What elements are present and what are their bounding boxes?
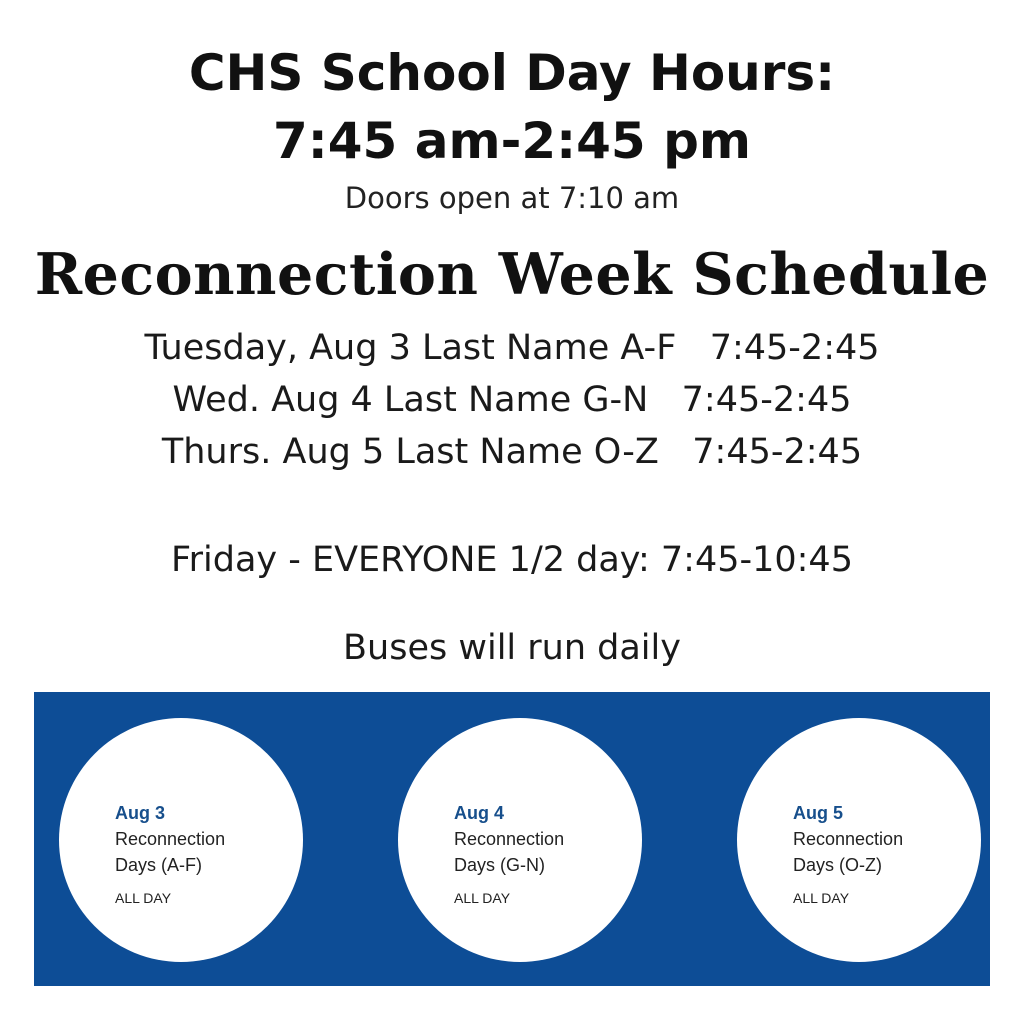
schedule-title: Reconnection Week Schedule — [34, 241, 990, 308]
schedule-row-friday: Friday - EVERYONE 1/2 day: 7:45-10:45 — [171, 540, 853, 580]
hours-title: CHS School Day Hours: — [188, 44, 836, 102]
schedule-row-tuesday: Tuesday, Aug 3 Last Name A-F 7:45-2:45 — [144, 328, 880, 368]
day-circle-content — [793, 800, 903, 908]
schedule-row-wednesday: Wed. Aug 4 Last Name G-N 7:45-2:45 — [172, 380, 852, 420]
day-description-line2: Days (A-F) — [115, 855, 202, 875]
day-date: Aug 3 — [115, 803, 166, 823]
reconnection-days-banner — [34, 692, 990, 986]
day-date: Aug 5 — [793, 803, 844, 823]
day-duration: ALL DAY — [115, 890, 172, 906]
day-duration: ALL DAY — [793, 890, 850, 906]
day-circle-content — [454, 800, 564, 908]
day-circle-aug-4 — [398, 718, 642, 962]
buses-note: Buses will run daily — [343, 628, 681, 668]
day-circle-aug-5 — [737, 718, 981, 962]
doors-open-note: Doors open at 7:10 am — [344, 181, 680, 215]
day-description-line1: Reconnection — [454, 829, 565, 849]
day-description-line1: Reconnection — [793, 829, 904, 849]
day-description-line2: Days (O-Z) — [793, 855, 882, 875]
day-circle-content — [115, 800, 225, 908]
schedule-row-thursday: Thurs. Aug 5 Last Name O-Z 7:45-2:45 — [161, 432, 863, 472]
day-duration: ALL DAY — [454, 890, 511, 906]
day-description-line1: Reconnection — [115, 829, 226, 849]
hours-time: 7:45 am-2:45 pm — [272, 112, 752, 170]
day-circle-aug-3 — [59, 718, 303, 962]
day-date: Aug 4 — [454, 803, 505, 823]
day-description-line2: Days (G-N) — [454, 855, 545, 875]
